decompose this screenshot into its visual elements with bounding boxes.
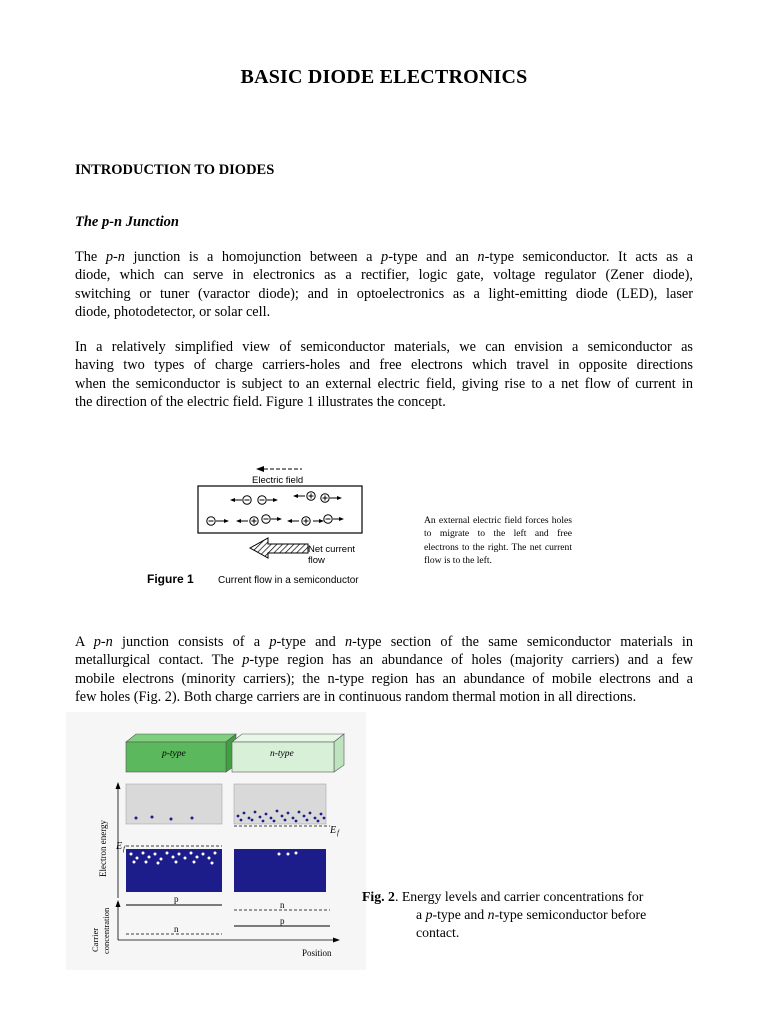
paragraph-line: A p-n junction consists of a p-type and n-type section of the same semiconductor materials in <box>75 634 693 650</box>
position-axis-label: Position <box>302 948 332 958</box>
p-type-block <box>126 734 236 772</box>
paragraph-line: having two types of charge carriers-holes and free electrons which travel in opposite directions <box>75 357 693 374</box>
svg-text:p: p <box>174 894 179 904</box>
figure-1-caption: Current flow in a semiconductor <box>218 575 359 586</box>
figure-2-caption: Fig. 2. Energy levels and carrier concentrations for a p-type and n-type semiconductor before contact. <box>362 889 647 941</box>
svg-text:p: p <box>280 916 285 926</box>
svg-text:n: n <box>280 900 285 910</box>
carrier-axis-label-2: concentration <box>101 907 111 954</box>
page-title: BASIC DIODE ELECTRONICS <box>240 66 528 88</box>
paragraph-2 <box>75 338 693 412</box>
paragraph-line: when the semiconductor is subject to an external electric field, giving rise to a net flow of current in <box>75 375 693 392</box>
svg-text:f: f <box>123 845 125 853</box>
figure-1-label: Figure 1 <box>147 572 194 586</box>
paragraph-line: mobile electrons (minority carriers); the n-type region has an abundance of mobile electrons and a <box>75 670 693 687</box>
electric-field-arrow <box>256 466 302 472</box>
figure-2-diagram <box>66 712 366 970</box>
paragraph-line: diode, which can serve in electronics as a rectifier, logic gate, voltage regulator (Zener diode), <box>75 267 693 284</box>
net-current-label-2: flow <box>308 555 325 566</box>
svg-text:E: E <box>330 825 337 836</box>
paragraph-line: The p-n junction is a homojunction between a p-type and an n-type semiconductor. It acts as a <box>75 249 693 265</box>
p-valence-band <box>126 849 222 892</box>
paragraph-line: switching or tuner (varactor diode); and in optoelectronics as a light-emitting diode (LED), laser <box>75 285 693 302</box>
svg-text:p-type: p-type <box>162 749 186 759</box>
subsection-heading: The p-n Junction <box>75 214 179 230</box>
paragraph-line: metallurgical contact. The p-type region has an abundance of holes (majority carriers) and a few <box>75 652 693 669</box>
svg-text:f: f <box>337 829 339 837</box>
paragraph-3 <box>75 633 693 707</box>
electric-field-label: Electric field <box>252 475 304 486</box>
semiconductor-bar <box>198 486 362 533</box>
svg-text:n: n <box>174 924 179 934</box>
electron-energy-axis-label: Electron energy <box>98 819 108 877</box>
svg-text:E: E <box>116 841 123 852</box>
paragraph-line: diode, photodetector, or solar cell. <box>75 304 271 321</box>
carrier-axis-label-1: Carrier <box>90 927 100 952</box>
n-type-block <box>232 734 344 772</box>
figure-1-diagram <box>140 460 380 592</box>
paragraph-1 <box>75 248 693 322</box>
p-conduction-band <box>126 784 222 824</box>
paragraph-line: the direction of the electric field. Figure 1 illustrates the concept. <box>75 394 446 411</box>
n-valence-band <box>234 849 326 892</box>
figure-1-note: An external electric field forces holes to migrate to the left and free electrons to the right. The net current flow is to the left. <box>424 515 572 566</box>
paragraph-line: few holes (Fig. 2). Both charge carriers are in continuous random thermal motion in all directions. <box>75 689 637 706</box>
section-heading: INTRODUCTION TO DIODES <box>75 162 275 178</box>
net-current-label-1: Net current <box>308 544 355 555</box>
paragraph-line: In a relatively simplified view of semiconductor materials, we can envision a semiconductor as <box>75 339 693 355</box>
svg-text:n-type: n-type <box>270 749 294 759</box>
figure-2-panel <box>66 712 366 970</box>
net-current-arrow <box>250 538 308 558</box>
